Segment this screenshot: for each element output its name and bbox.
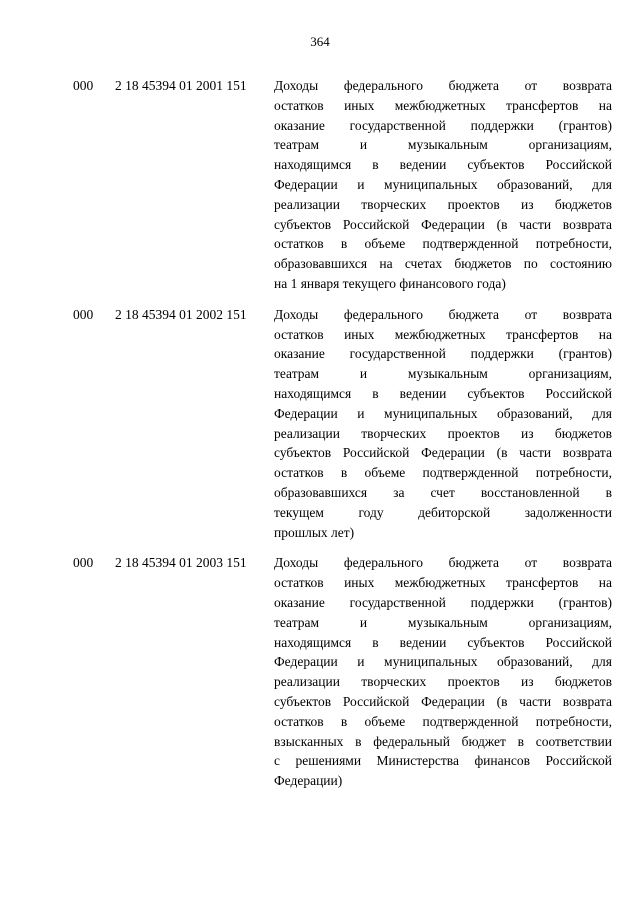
description-line: остатков иных межбюджетных трансфертов на (274, 97, 612, 113)
description-line: остатков иных межбюджетных трансфертов на (274, 575, 612, 591)
classification-code: 2 18 45394 01 2002 151 (115, 306, 247, 322)
description-line: образовавшихся на счетах бюджетов по состоянию (274, 256, 612, 272)
description-line: субъектов Российской Федерации (в части возврата (274, 693, 612, 709)
description-line: остатков в объеме подтвержденной потребности, (274, 465, 612, 481)
description-line: остатков в объеме подтвержденной потребности, (274, 713, 612, 729)
description-line: Доходы федерального бюджета от возврата (274, 78, 612, 93)
description-line: реализации творческих проектов из бюджетов (274, 425, 612, 441)
description-line: Федерации и муниципальных образований, для (274, 654, 612, 670)
description-line: остатков иных межбюджетных трансфертов на (274, 326, 612, 342)
page-number: 364 (310, 34, 330, 49)
entry-row (73, 76, 613, 294)
description-line: образовавшихся за счет восстановленной в (274, 484, 612, 500)
admin-code: 000 (73, 555, 94, 571)
description-line: оказание государственной поддержки (грантов) (274, 346, 612, 362)
description-line: прошлых лет) (274, 524, 355, 540)
income-description (274, 305, 612, 543)
admin-code: 000 (73, 306, 94, 322)
description-line: оказание государственной поддержки (грантов) (274, 117, 612, 133)
entries-list (73, 76, 613, 802)
description-line: субъектов Российской Федерации (в части возврата (274, 216, 612, 232)
description-line: находящимся в ведении субъектов Российской (274, 634, 612, 650)
classification-code: 2 18 45394 01 2001 151 (115, 78, 247, 93)
description-line: субъектов Российской Федерации (в части возврата (274, 445, 612, 461)
admin-code: 000 (73, 78, 94, 93)
description-line: на 1 января текущего финансового года) (274, 275, 506, 291)
description-line: Федерации и муниципальных образований, для (274, 176, 612, 192)
description-line: текущем году дебиторской задолженности (274, 504, 612, 520)
description-line: театрам и музыкальным организациям, (274, 366, 612, 382)
entry-row (73, 305, 613, 543)
entry-row (73, 553, 613, 791)
description-line: театрам и музыкальным организациям, (274, 137, 612, 153)
description-line: находящимся в ведении субъектов Российской (274, 157, 612, 173)
description-line: Доходы федерального бюджета от возврата (274, 306, 612, 322)
description-line: остатков в объеме подтвержденной потребности, (274, 236, 612, 252)
description-line: реализации творческих проектов из бюджетов (274, 674, 612, 690)
description-line: взысканных в федеральный бюджет в соответствии (274, 733, 612, 749)
description-line: Федерации) (274, 773, 343, 789)
description-line: Федерации и муниципальных образований, для (274, 405, 612, 421)
income-description (274, 553, 612, 791)
description-line: реализации творческих проектов из бюджетов (274, 196, 612, 212)
description-line: находящимся в ведении субъектов Российской (274, 385, 612, 401)
description-line: оказание государственной поддержки (грантов) (274, 594, 612, 610)
description-line: с решениями Министерства финансов Российской (274, 753, 612, 769)
income-description (274, 76, 612, 294)
description-line: театрам и музыкальным организациям, (274, 614, 612, 630)
description-line: Доходы федерального бюджета от возврата (274, 555, 612, 571)
classification-code: 2 18 45394 01 2003 151 (115, 555, 247, 571)
